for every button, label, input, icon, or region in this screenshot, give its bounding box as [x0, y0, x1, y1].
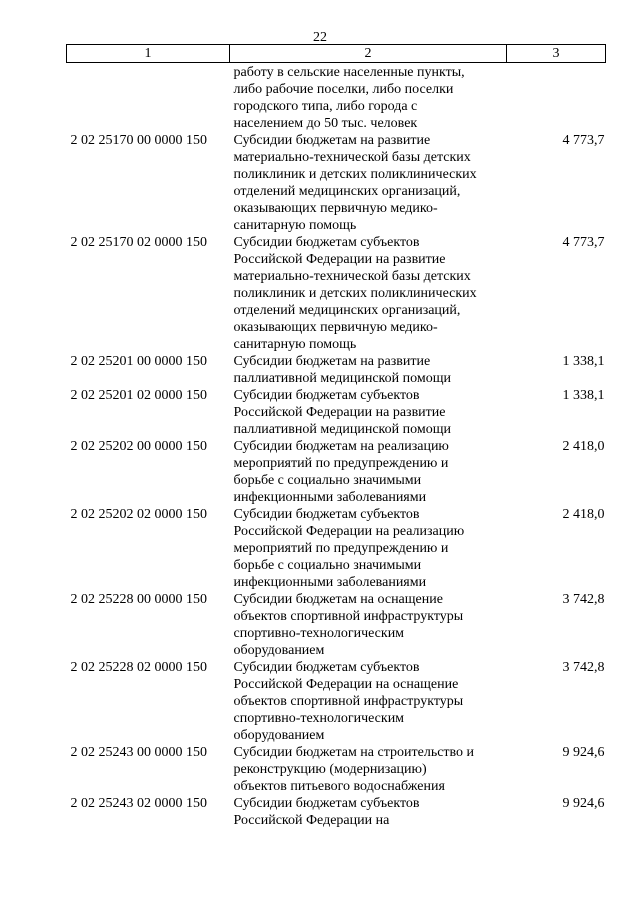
- table-row: [67, 353, 606, 387]
- amount-cell: 4 773,7: [562, 235, 605, 250]
- description-line: спортивно-технологическим: [233, 711, 405, 726]
- description-line: объектов спортивной инфраструктуры: [233, 609, 464, 624]
- code-cell: [67, 63, 230, 133]
- description-line: материально-технической базы детских: [233, 269, 471, 284]
- description-line: мероприятий по предупреждению и: [233, 456, 449, 471]
- description-line: Российской Федерации на оснащение: [233, 677, 459, 692]
- column-header-3: 3: [507, 45, 606, 63]
- description-cell: [230, 795, 507, 829]
- description-line: реконструкцию (модернизацию): [233, 762, 427, 777]
- description-line: работу в сельские населенные пункты,: [233, 65, 465, 80]
- description-line: Субсидии бюджетам на строительство и: [233, 745, 475, 760]
- description-line: Субсидии бюджетам на развитие: [233, 133, 431, 148]
- description-line: поликлиник и детских поликлинических: [233, 286, 477, 301]
- budget-code-cell: 2 02 25202 02 0000 150: [70, 507, 207, 522]
- description-line: Российской Федерации на: [233, 813, 390, 828]
- amount-cell: 2 418,0: [562, 439, 605, 454]
- description-line: Субсидии бюджетам субъектов: [233, 388, 420, 403]
- description-line: объектов питьевого водоснабжения: [233, 779, 445, 794]
- description-line: паллиативной медицинской помощи: [233, 371, 451, 386]
- table-row: [67, 744, 606, 795]
- description-cell: [230, 659, 507, 744]
- description-cell: [230, 744, 507, 795]
- description-line: оборудованием: [233, 728, 325, 743]
- description-line: спортивно-технологическим: [233, 626, 405, 641]
- description-line: паллиативной медицинской помощи: [233, 422, 451, 437]
- description-line: Субсидии бюджетам субъектов: [233, 507, 420, 522]
- description-line: Субсидии бюджетам субъектов: [233, 660, 420, 675]
- amount-cell: 3 742,8: [562, 660, 605, 675]
- description-cell: [230, 438, 507, 506]
- description-cell: [230, 63, 507, 133]
- description-line: Российской Федерации на развитие: [233, 252, 446, 267]
- table-row: [67, 132, 606, 234]
- description-line: городского типа, либо города с: [233, 99, 418, 114]
- description-line: инфекционными заболеваниями: [233, 490, 427, 505]
- table-row: [67, 438, 606, 506]
- budget-table: [66, 44, 606, 829]
- description-line: либо рабочие поселки, либо поселки: [233, 82, 454, 97]
- budget-code-cell: 2 02 25201 00 0000 150: [70, 354, 207, 369]
- budget-code-cell: 2 02 25243 00 0000 150: [70, 745, 207, 760]
- amount-cell: 1 338,1: [562, 354, 605, 369]
- description-cell: [230, 353, 507, 387]
- table-row: [67, 387, 606, 438]
- description-line: санитарную помощь: [233, 218, 357, 233]
- description-cell: [230, 387, 507, 438]
- description-line: Субсидии бюджетам субъектов: [233, 235, 420, 250]
- budget-code-cell: 2 02 25228 00 0000 150: [70, 592, 207, 607]
- budget-code-cell: 2 02 25243 02 0000 150: [70, 796, 207, 811]
- amount-cell: 9 924,6: [562, 796, 605, 811]
- description-line: Субсидии бюджетам на оснащение: [233, 592, 443, 607]
- description-line: материально-технической базы детских: [233, 150, 471, 165]
- description-line: борьбе с социально значимыми: [233, 558, 422, 573]
- table-body: [67, 63, 606, 830]
- amount-cell: 3 742,8: [562, 592, 605, 607]
- table-row: [67, 234, 606, 353]
- description-cell: [230, 591, 507, 659]
- description-line: борьбе с социально значимыми: [233, 473, 422, 488]
- description-cell: [230, 234, 507, 353]
- table-row: [67, 591, 606, 659]
- description-cell: [230, 132, 507, 234]
- budget-code-cell: 2 02 25170 00 0000 150: [70, 133, 207, 148]
- description-line: отделений медицинских организаций,: [233, 303, 461, 318]
- description-line: поликлиник и детских поликлинических: [233, 167, 477, 182]
- description-line: отделений медицинских организаций,: [233, 184, 461, 199]
- page-number: 22: [313, 30, 327, 45]
- amount-cell: 4 773,7: [562, 133, 605, 148]
- description-line: мероприятий по предупреждению и: [233, 541, 449, 556]
- budget-code-cell: 2 02 25201 02 0000 150: [70, 388, 207, 403]
- description-line: Российской Федерации на реализацию: [233, 524, 465, 539]
- description-line: оказывающих первичную медико-: [233, 201, 438, 216]
- amount-cell: 9 924,6: [562, 745, 605, 760]
- description-cell: [230, 506, 507, 591]
- amount-cell: [507, 63, 606, 133]
- amount-cell: 1 338,1: [562, 388, 605, 403]
- budget-code-cell: 2 02 25170 02 0000 150: [70, 235, 207, 250]
- column-header-1: 1: [67, 45, 230, 63]
- description-line: Субсидии бюджетам на реализацию: [233, 439, 449, 454]
- table-row: [67, 659, 606, 744]
- description-line: оборудованием: [233, 643, 325, 658]
- description-line: инфекционными заболеваниями: [233, 575, 427, 590]
- column-header-2: 2: [230, 45, 507, 63]
- description-line: Российской Федерации на развитие: [233, 405, 446, 420]
- continuation-row: [67, 63, 606, 133]
- description-line: Субсидии бюджетам субъектов: [233, 796, 420, 811]
- table-row: [67, 795, 606, 829]
- description-line: оказывающих первичную медико-: [233, 320, 438, 335]
- table-row: [67, 506, 606, 591]
- description-line: Субсидии бюджетам на развитие: [233, 354, 431, 369]
- budget-code-cell: 2 02 25202 00 0000 150: [70, 439, 207, 454]
- description-line: объектов спортивной инфраструктуры: [233, 694, 464, 709]
- description-line: населением до 50 тыс. человек: [233, 116, 418, 131]
- description-line: санитарную помощь: [233, 337, 357, 352]
- budget-code-cell: 2 02 25228 02 0000 150: [70, 660, 207, 675]
- amount-cell: 2 418,0: [562, 507, 605, 522]
- table-header-row: [67, 45, 606, 63]
